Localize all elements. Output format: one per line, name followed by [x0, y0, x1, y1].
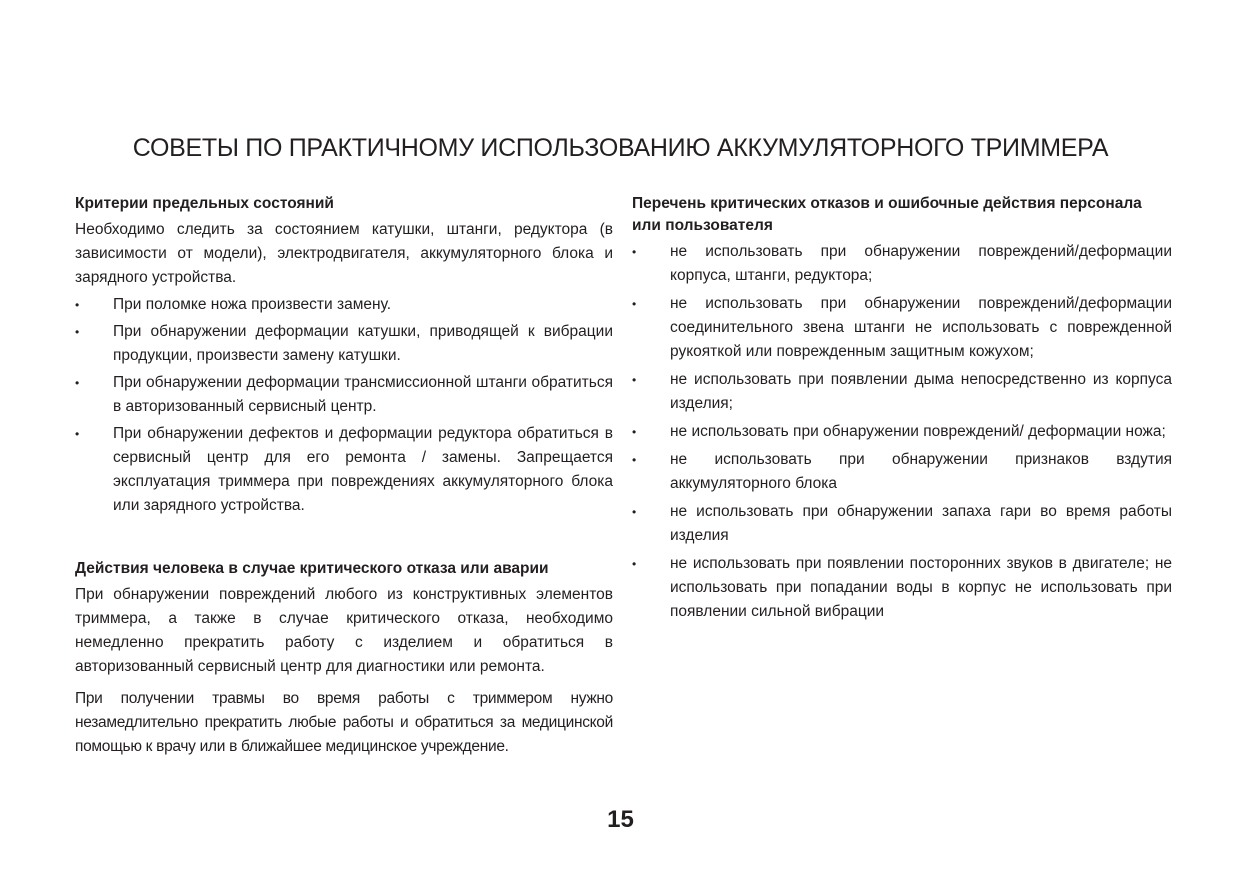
limit-states-intro: Необходимо следить за состоянием катушки, штанги, редуктора (в зависимости от модели), электродвигателя, аккумуляторного блока и зарядного устройства.	[75, 221, 613, 286]
list-item: • не использовать при обнаружении признаков вздутия аккумуляторного блока	[632, 448, 1172, 496]
list-item: • не использовать при обнаружении запаха гари во время работы изделия	[632, 500, 1172, 548]
list-item: • не использовать при обнаружении повреждений/деформации корпуса, штанги, редуктора;	[632, 240, 1172, 288]
critical-failures-list	[632, 240, 1172, 624]
limit-states-heading: Критерии предельных состояний	[75, 195, 334, 212]
page-title: СОВЕТЫ ПО ПРАКТИЧНОМУ ИСПОЛЬЗОВАНИЮ АККУМУЛЯТОРНОГО ТРИММЕРА	[132, 134, 1109, 162]
page-number: 15	[607, 806, 634, 833]
list-item: • При поломке ножа произвести замену.	[75, 293, 613, 317]
list-item: • не использовать при появлении дыма непосредственно из корпуса изделия;	[632, 368, 1172, 416]
bullet-icon: •	[632, 245, 637, 259]
list-item: • не использовать при обнаружении повреждений/деформации соединительного звена штанги не использовать с поврежденной рукояткой или поврежденным защитным кожухом;	[632, 292, 1172, 364]
bullet-icon: •	[632, 557, 637, 571]
list-item: • При обнаружении деформации катушки, приводящей к вибрации продукции, произвести замену катушки.	[75, 320, 613, 368]
section-spacer	[75, 521, 613, 558]
list-item: • При обнаружении деформации трансмиссионной штанги обратиться в авторизованный сервисный центр.	[75, 371, 613, 419]
bullet-icon: •	[75, 325, 80, 339]
bullet-icon: •	[75, 376, 80, 390]
emergency-actions-para-2: При получении травмы во время работы с триммером нужно незамедлительно прекратить любые работы и обратиться за медицинской помощью к врачу или в ближайшее медицинское учреждение.	[75, 690, 613, 755]
right-column	[632, 193, 1172, 628]
bullet-icon: •	[632, 505, 637, 519]
emergency-actions-heading: Действия человека в случае критического отказа или аварии	[75, 560, 549, 577]
bullet-icon: •	[75, 298, 80, 312]
bullet-icon: •	[632, 453, 637, 467]
limit-states-list	[75, 293, 613, 518]
bullet-icon: •	[632, 297, 637, 311]
left-column	[75, 193, 613, 762]
critical-failures-heading: Перечень критических отказов и ошибочные действия персонала или пользователя	[632, 195, 1142, 234]
emergency-actions-para-1: При обнаружении повреждений любого из конструктивных элементов триммера, а также в случае критического отказа, необходимо немедленно прекратить работу с изделием и обратиться в авторизованный сервисный центр для диагностики или ремонта.	[75, 586, 613, 675]
bullet-icon: •	[632, 373, 637, 387]
bullet-icon: •	[632, 425, 637, 439]
list-item: • При обнаружении дефектов и деформации редуктора обратиться в сервисный центр для его ремонта / замены. Запрещается эксплуатация триммера при повреждениях аккумуляторного блока или зарядного устройства.	[75, 422, 613, 518]
bullet-icon: •	[75, 427, 80, 441]
list-item: • не использовать при появлении посторонних звуков в двигателе; не использовать при попадании воды в корпус не использовать при появлении сильной вибрации	[632, 552, 1172, 624]
list-item: • не использовать при обнаружении повреждений/ деформации ножа;	[632, 420, 1172, 444]
